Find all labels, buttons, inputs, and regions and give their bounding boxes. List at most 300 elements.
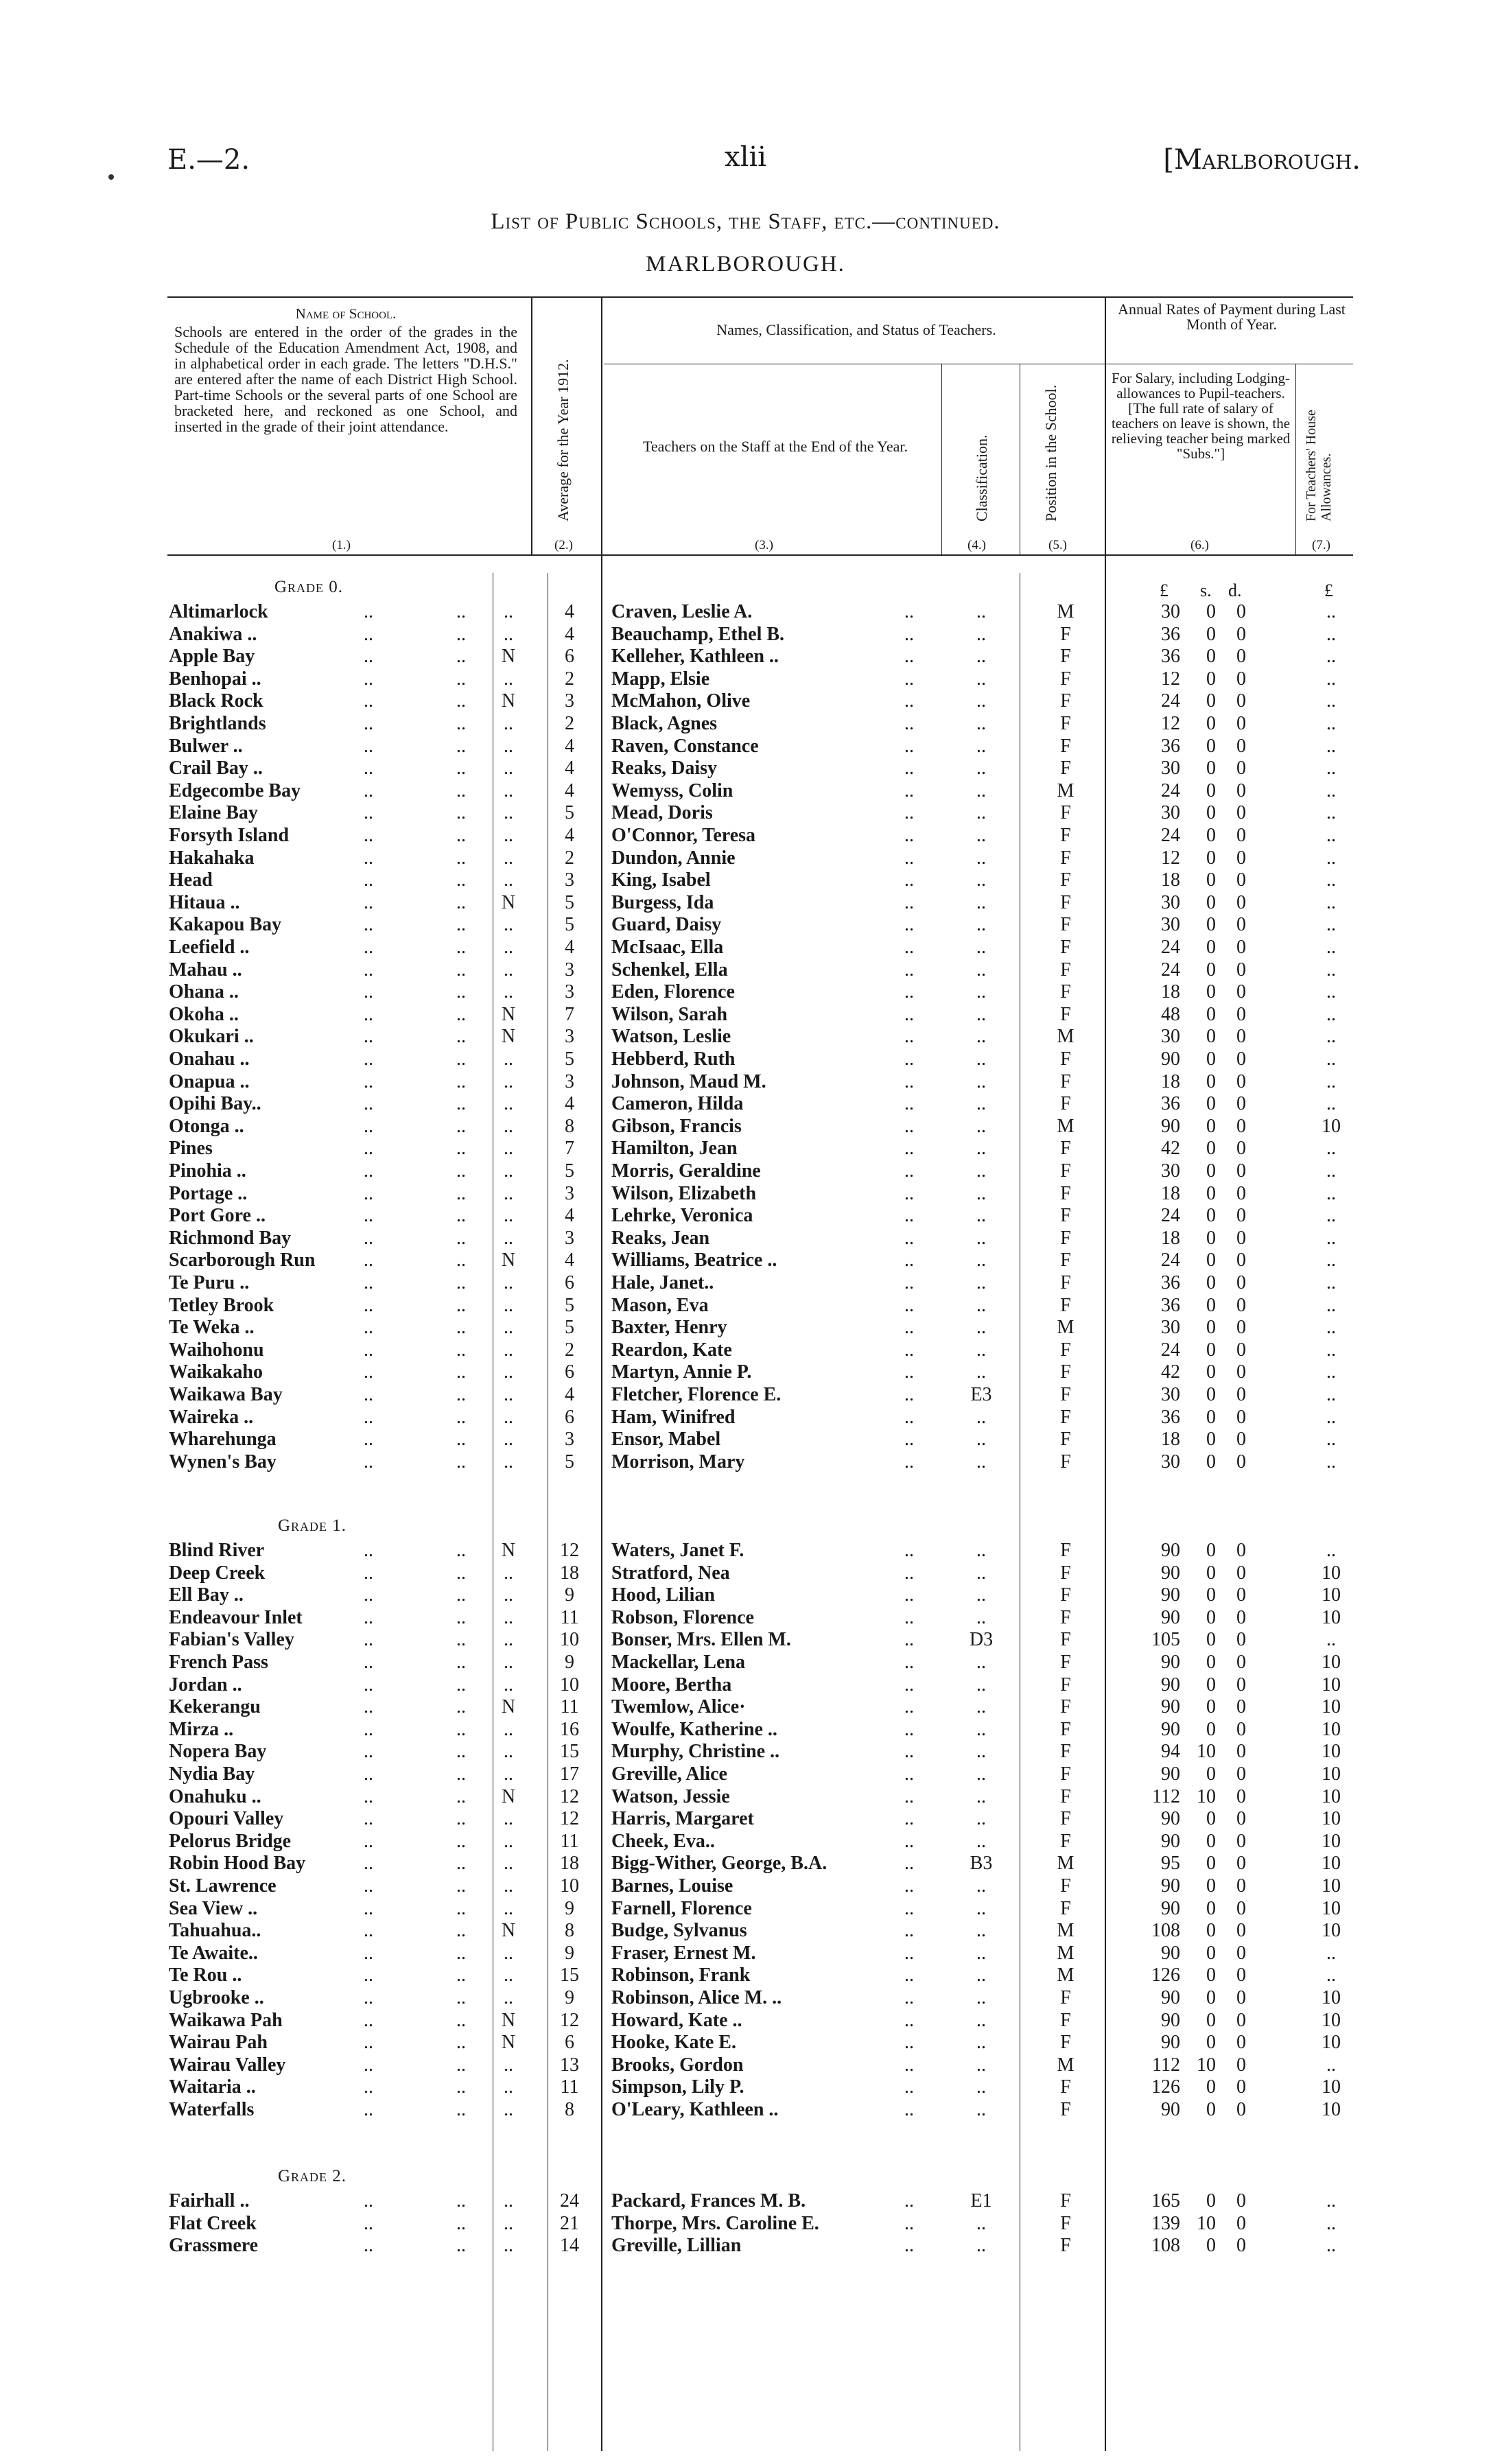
salary-shillings: 0 xyxy=(1206,1853,1216,1874)
house-allowance: 10 xyxy=(1322,2010,1341,2031)
teacher-name: O'Connor, Teresa xyxy=(611,825,756,846)
teacher-classification: .. xyxy=(976,1964,986,1986)
salary-shillings: 0 xyxy=(1206,1652,1216,1673)
teacher-classification: .. xyxy=(976,1295,986,1316)
native-school-mark: .. xyxy=(504,1138,513,1159)
salary-pounds: 30 xyxy=(1161,892,1180,913)
salary-pence: 0 xyxy=(1236,1696,1246,1717)
school-row xyxy=(0,2032,1491,2054)
native-school-mark: .. xyxy=(504,1719,513,1740)
native-school-mark: .. xyxy=(504,1898,513,1919)
school-name: Waikawa Pah xyxy=(169,2010,283,2031)
salary-shillings: 0 xyxy=(1206,1920,1216,1941)
teacher-classification: B3 xyxy=(970,1853,993,1874)
school-row xyxy=(0,1964,1491,1986)
leader-dots: .. xyxy=(904,1249,914,1271)
salary-pence: 0 xyxy=(1236,1339,1246,1361)
leader-dots: .. xyxy=(456,2010,466,2031)
average-attendance: 5 xyxy=(565,1317,574,1338)
salary-pence: 0 xyxy=(1236,1160,1246,1182)
leader-dots: .. xyxy=(904,736,914,757)
native-school-mark: .. xyxy=(504,713,513,734)
school-name: Waikakaho xyxy=(169,1361,263,1383)
salary-shillings: 0 xyxy=(1206,1763,1216,1785)
house-allowance: 10 xyxy=(1322,1786,1341,1807)
teachers-group-header: Names, Classification, and Status of Teachers. xyxy=(716,321,996,338)
school-name: Fairhall .. xyxy=(169,2190,250,2211)
leader-dots: .. xyxy=(364,758,373,779)
teacher-name: Murphy, Christine .. xyxy=(611,1741,780,1762)
teacher-name: Kelleher, Kathleen .. xyxy=(611,646,779,667)
average-attendance: 21 xyxy=(560,2213,579,2234)
teacher-classification: .. xyxy=(976,646,986,667)
salary-shillings: 0 xyxy=(1206,1071,1216,1092)
teacher-name: McIsaac, Ella xyxy=(611,937,724,958)
salary-pounds: 18 xyxy=(1161,869,1180,891)
average-attendance: 8 xyxy=(565,1116,574,1137)
native-school-mark: .. xyxy=(504,1361,513,1383)
leader-dots: .. xyxy=(456,892,466,913)
salary-pounds: 36 xyxy=(1161,624,1180,645)
average-attendance: 4 xyxy=(565,758,574,779)
leader-dots: .. xyxy=(904,1607,914,1628)
house-allowance: 10 xyxy=(1322,1741,1341,1762)
teacher-classification: .. xyxy=(976,1429,986,1450)
native-school-mark: .. xyxy=(504,1384,513,1405)
salary-pence: 0 xyxy=(1236,825,1246,846)
salary-pounds: 30 xyxy=(1161,802,1180,823)
leader-dots: .. xyxy=(904,1562,914,1584)
average-attendance: 3 xyxy=(565,1228,574,1249)
school-name: Deep Creek xyxy=(169,1562,266,1584)
teacher-classification: .. xyxy=(976,1920,986,1941)
teacher-position: F xyxy=(1060,847,1071,869)
teacher-position: F xyxy=(1060,2010,1071,2031)
leader-dots: .. xyxy=(456,1831,466,1852)
salary-shillings: 0 xyxy=(1206,2235,1216,2256)
native-school-mark: .. xyxy=(504,2076,513,2098)
school-row xyxy=(0,1808,1491,1830)
salary-pounds: 90 xyxy=(1161,1719,1180,1740)
house-allowance: 10 xyxy=(1322,1584,1341,1606)
leader-dots: .. xyxy=(456,601,466,622)
teacher-position: F xyxy=(1060,2190,1071,2211)
teacher-classification: .. xyxy=(976,1205,986,1226)
house-allowance: 10 xyxy=(1322,1898,1341,1919)
native-school-mark: .. xyxy=(504,1674,513,1696)
average-attendance: 3 xyxy=(565,1429,574,1450)
school-name: Nopera Bay xyxy=(169,1741,267,1762)
salary-shillings: 0 xyxy=(1206,1696,1216,1717)
teacher-position: F xyxy=(1060,1562,1071,1584)
teacher-position: F xyxy=(1060,736,1071,757)
teacher-name: McMahon, Olive xyxy=(611,690,751,712)
salary-pence: 0 xyxy=(1236,2054,1246,2076)
school-name: Pinohia .. xyxy=(169,1160,246,1182)
leader-dots: .. xyxy=(456,1183,466,1204)
average-attendance: 18 xyxy=(560,1853,579,1874)
salary-pence: 0 xyxy=(1236,1205,1246,1226)
leader-dots: .. xyxy=(904,1898,914,1919)
teacher-classification: .. xyxy=(976,1584,986,1606)
leader-dots: .. xyxy=(904,1228,914,1249)
school-name: Waikawa Bay xyxy=(169,1384,283,1405)
native-school-mark: .. xyxy=(504,1652,513,1673)
salary-pounds: 18 xyxy=(1161,1071,1180,1092)
salary-pence: 0 xyxy=(1236,1607,1246,1628)
school-name: Forsyth Island xyxy=(169,825,290,846)
average-attendance: 6 xyxy=(565,1407,574,1428)
teacher-position: F xyxy=(1060,1674,1071,1696)
average-attendance: 5 xyxy=(565,1295,574,1316)
average-attendance: 12 xyxy=(560,1786,579,1807)
salary-pence: 0 xyxy=(1236,1183,1246,1204)
salary-pence: 0 xyxy=(1236,1228,1246,1249)
leader-dots: .. xyxy=(904,1317,914,1338)
school-row xyxy=(0,1696,1491,1718)
salary-pence: 0 xyxy=(1236,1920,1246,1941)
leader-dots: .. xyxy=(456,1898,466,1919)
leader-dots: .. xyxy=(456,758,466,779)
salary-shillings: 0 xyxy=(1206,1898,1216,1919)
salary-pounds: 126 xyxy=(1151,1964,1180,1986)
average-attendance: 4 xyxy=(565,825,574,846)
teacher-position: F xyxy=(1060,1384,1071,1405)
house-allowance: .. xyxy=(1326,2054,1336,2076)
teacher-name: Twemlow, Alice· xyxy=(611,1696,746,1717)
house-allowance: .. xyxy=(1326,1629,1336,1650)
leader-dots: .. xyxy=(456,1943,466,1964)
teacher-classification: .. xyxy=(976,1160,986,1182)
leader-dots: .. xyxy=(904,690,914,712)
school-row xyxy=(0,736,1491,758)
average-attendance: 2 xyxy=(565,668,574,690)
school-row xyxy=(0,1562,1491,1584)
salary-pounds: 24 xyxy=(1161,937,1180,958)
teacher-classification: .. xyxy=(976,1361,986,1383)
average-attendance: 3 xyxy=(565,1026,574,1047)
salary-shillings: 0 xyxy=(1206,1808,1216,1829)
average-header: Average for the Year 1912. xyxy=(554,359,572,521)
leader-dots: .. xyxy=(904,1853,914,1874)
school-name: Blind River xyxy=(169,1540,265,1561)
school-row xyxy=(0,2054,1491,2076)
leader-dots: .. xyxy=(364,1295,373,1316)
teacher-name: Ensor, Mabel xyxy=(611,1429,721,1450)
teacher-classification: E3 xyxy=(970,1384,992,1405)
salary-pounds: 24 xyxy=(1161,1339,1180,1361)
leader-dots: .. xyxy=(456,1607,466,1628)
teacher-position: M xyxy=(1057,1116,1075,1137)
salary-pence: 0 xyxy=(1236,2076,1246,2098)
native-school-mark: .. xyxy=(504,1071,513,1092)
teacher-classification: .. xyxy=(976,2010,986,2031)
average-attendance: 11 xyxy=(560,2076,579,2098)
average-attendance: 12 xyxy=(560,2010,579,2031)
leader-dots: .. xyxy=(364,1898,373,1919)
teacher-position: F xyxy=(1060,1295,1071,1316)
average-attendance: 14 xyxy=(560,2235,579,2256)
salary-shillings: 0 xyxy=(1206,736,1216,757)
salary-pence: 0 xyxy=(1236,690,1246,712)
teacher-classification: .. xyxy=(976,869,986,891)
teacher-position: F xyxy=(1060,981,1071,1002)
teacher-classification: .. xyxy=(976,1071,986,1092)
leader-dots: .. xyxy=(456,1317,466,1338)
salary-pounds: 18 xyxy=(1161,1183,1180,1204)
col-num-5: (5.) xyxy=(1048,538,1067,552)
salary-shillings: 0 xyxy=(1206,1964,1216,1986)
teacher-name: Robson, Florence xyxy=(611,1607,754,1628)
leader-dots: .. xyxy=(904,1629,914,1650)
leader-dots: .. xyxy=(456,1853,466,1874)
native-school-mark: .. xyxy=(504,1093,513,1114)
average-attendance: 13 xyxy=(560,2054,579,2076)
teacher-position: F xyxy=(1060,624,1071,645)
teacher-name: Lehrke, Veronica xyxy=(611,1205,753,1226)
leader-dots: .. xyxy=(456,959,466,981)
school-name: Leefield .. xyxy=(169,937,250,958)
salary-pounds: 30 xyxy=(1161,914,1180,935)
leader-dots: .. xyxy=(904,2190,914,2211)
school-row xyxy=(0,758,1491,779)
school-row xyxy=(0,1407,1491,1429)
leader-dots: .. xyxy=(904,1741,914,1762)
teacher-classification: .. xyxy=(976,1808,986,1829)
salary-pounds: 24 xyxy=(1161,1205,1180,1226)
teacher-position: F xyxy=(1060,1652,1071,1673)
native-school-mark: N xyxy=(501,1696,516,1717)
leader-dots: .. xyxy=(364,1339,373,1361)
teacher-name: Reaks, Jean xyxy=(611,1228,710,1249)
school-name: Bulwer .. xyxy=(169,736,243,757)
leader-dots: .. xyxy=(904,1987,914,2008)
school-row xyxy=(0,1205,1491,1227)
house-allowance: 10 xyxy=(1322,2032,1341,2053)
teacher-position: F xyxy=(1060,1160,1071,1182)
salary-shillings: 0 xyxy=(1206,1093,1216,1114)
teacher-name: Brooks, Gordon xyxy=(611,2054,744,2076)
leader-dots: .. xyxy=(456,1138,466,1159)
school-name: Fabian's Valley xyxy=(169,1629,294,1650)
leader-dots: .. xyxy=(364,1407,373,1428)
leader-dots: .. xyxy=(456,1451,466,1472)
salary-pounds: 90 xyxy=(1161,2010,1180,2031)
leader-dots: .. xyxy=(456,1540,466,1561)
teacher-position: M xyxy=(1057,1317,1075,1338)
leader-dots: .. xyxy=(904,1786,914,1807)
school-row xyxy=(0,1920,1491,1942)
school-row xyxy=(0,1429,1491,1451)
salary-shillings: 0 xyxy=(1206,1183,1216,1204)
leader-dots: .. xyxy=(364,2213,373,2234)
salary-pounds: 90 xyxy=(1161,1875,1180,1897)
salary-pence: 0 xyxy=(1236,1719,1246,1740)
house-allowance: .. xyxy=(1326,1540,1336,1561)
school-row xyxy=(0,2010,1491,2032)
salary-pounds: 48 xyxy=(1161,1004,1180,1025)
teacher-name: Reardon, Kate xyxy=(611,1339,732,1361)
salary-pounds: 24 xyxy=(1161,825,1180,846)
average-attendance: 18 xyxy=(560,1562,579,1584)
school-name: Te Rou .. xyxy=(169,1964,242,1986)
salary-pounds: 36 xyxy=(1161,1093,1180,1114)
native-school-mark: .. xyxy=(504,1943,513,1964)
leader-dots: .. xyxy=(456,1384,466,1405)
teacher-name: Wilson, Elizabeth xyxy=(611,1183,757,1204)
leader-dots: .. xyxy=(904,713,914,734)
school-row xyxy=(0,1295,1491,1317)
school-row xyxy=(0,646,1491,668)
teacher-name: Waters, Janet F. xyxy=(611,1540,744,1561)
native-school-mark: .. xyxy=(504,1853,513,1874)
leader-dots: .. xyxy=(904,1071,914,1092)
native-school-mark: N xyxy=(501,892,516,913)
teacher-name: Johnson, Maud M. xyxy=(611,1071,766,1092)
native-school-mark: .. xyxy=(504,1205,513,1226)
salary-pounds: 42 xyxy=(1161,1138,1180,1159)
col-num-6: (6.) xyxy=(1190,538,1209,552)
salary-pence: 0 xyxy=(1236,1093,1246,1114)
salary-pence: 0 xyxy=(1236,1584,1246,1606)
teacher-classification: .. xyxy=(976,1183,986,1204)
school-name: Te Awaite.. xyxy=(169,1943,258,1964)
native-school-mark: N xyxy=(501,1249,516,1271)
teacher-position: F xyxy=(1060,1249,1071,1271)
teacher-position: F xyxy=(1060,2032,1071,2053)
house-allowance: 10 xyxy=(1322,1674,1341,1696)
school-row xyxy=(0,780,1491,802)
leader-dots: .. xyxy=(364,1160,373,1182)
native-school-mark: .. xyxy=(504,758,513,779)
salary-pounds: 18 xyxy=(1161,1429,1180,1450)
school-name: Portage .. xyxy=(169,1183,248,1204)
native-school-mark: .. xyxy=(504,1317,513,1338)
leader-dots: .. xyxy=(904,1339,914,1361)
native-school-mark: N xyxy=(501,1786,516,1807)
leader-dots: .. xyxy=(904,646,914,667)
leader-dots: .. xyxy=(456,1026,466,1047)
salary-pounds: 30 xyxy=(1161,1451,1180,1472)
leader-dots: .. xyxy=(456,2054,466,2076)
school-name: Tahuahua.. xyxy=(169,1920,261,1941)
salary-shillings: 0 xyxy=(1206,802,1216,823)
average-attendance: 6 xyxy=(565,2032,574,2053)
salary-pounds: 90 xyxy=(1161,1674,1180,1696)
salary-pence: 0 xyxy=(1236,802,1246,823)
leader-dots: .. xyxy=(904,1540,914,1561)
average-attendance: 7 xyxy=(565,1004,574,1025)
leader-dots: .. xyxy=(904,1429,914,1450)
leader-dots: .. xyxy=(364,646,373,667)
school-name: Pines xyxy=(169,1138,213,1159)
salary-pounds: 36 xyxy=(1161,1295,1180,1316)
school-row xyxy=(0,1138,1491,1160)
salary-pence: 0 xyxy=(1236,981,1246,1002)
average-attendance: 4 xyxy=(565,1249,574,1271)
salary-shillings: 0 xyxy=(1206,1048,1216,1070)
house-allowance: .. xyxy=(1326,1429,1336,1450)
salary-pounds: 30 xyxy=(1161,1317,1180,1338)
leader-dots: .. xyxy=(364,1026,373,1047)
school-row xyxy=(0,1361,1491,1383)
leader-dots: .. xyxy=(364,1540,373,1561)
leader-dots: .. xyxy=(456,668,466,690)
leader-dots: .. xyxy=(456,1696,466,1717)
leader-dots: .. xyxy=(364,2076,373,2098)
house-allowance: .. xyxy=(1326,1228,1336,1249)
salary-shillings: 10 xyxy=(1197,1786,1216,1807)
house-allowance: .. xyxy=(1326,668,1336,690)
leader-dots: .. xyxy=(904,2010,914,2031)
house-allowance: .. xyxy=(1326,1183,1336,1204)
house-allowance: .. xyxy=(1326,736,1336,757)
payment-group-header: Annual Rates of Payment during Last Month of Year. xyxy=(1118,301,1346,333)
house-allowance: .. xyxy=(1326,1138,1336,1159)
teacher-name: Hebberd, Ruth xyxy=(611,1048,736,1070)
school-name: Hitaua .. xyxy=(169,892,240,913)
salary-shillings: 0 xyxy=(1206,624,1216,645)
leader-dots: .. xyxy=(904,1674,914,1696)
school-name: Scarborough Run xyxy=(169,1249,316,1271)
salary-shillings: 0 xyxy=(1206,1831,1216,1852)
native-school-mark: .. xyxy=(504,825,513,846)
teacher-classification: .. xyxy=(976,1763,986,1785)
average-attendance: 4 xyxy=(565,937,574,958)
teacher-position: M xyxy=(1057,780,1075,801)
school-name: Kekerangu xyxy=(169,1696,261,1717)
school-name: Anakiwa .. xyxy=(169,624,257,645)
leader-dots: .. xyxy=(456,1920,466,1941)
native-school-mark: N xyxy=(501,1026,516,1047)
salary-shillings: 10 xyxy=(1197,2054,1216,2076)
native-school-mark: .. xyxy=(504,1407,513,1428)
salary-pence: 0 xyxy=(1236,1429,1246,1450)
teachers-header: Teachers on the Staff at the End of the Year. xyxy=(643,438,908,455)
house-allowance: 10 xyxy=(1322,1719,1341,1740)
salary-shillings: 0 xyxy=(1206,1116,1216,1137)
school-name: Waireka .. xyxy=(169,1407,254,1428)
salary-shillings: 0 xyxy=(1206,1339,1216,1361)
school-name: Pelorus Bridge xyxy=(169,1831,292,1852)
teacher-position: M xyxy=(1057,1853,1075,1874)
salary-pence: 0 xyxy=(1236,869,1246,891)
house-allowance: .. xyxy=(1326,1361,1336,1383)
salary-pounds: 36 xyxy=(1161,646,1180,667)
salary-pounds: 36 xyxy=(1161,736,1180,757)
leader-dots: .. xyxy=(456,825,466,846)
salary-shillings: 0 xyxy=(1206,1674,1216,1696)
salary-pounds: 112 xyxy=(1152,1786,1180,1807)
leader-dots: .. xyxy=(364,1964,373,1986)
school-name: Nydia Bay xyxy=(169,1763,255,1785)
teacher-classification: .. xyxy=(976,1249,986,1271)
school-row xyxy=(0,1786,1491,1808)
salary-shillings: 0 xyxy=(1206,1361,1216,1383)
teacher-name: Watson, Jessie xyxy=(611,1786,730,1807)
salary-pounds: 90 xyxy=(1161,1763,1180,1785)
leader-dots: .. xyxy=(456,1674,466,1696)
salary-pence: 0 xyxy=(1236,1786,1246,1807)
house-allowance: .. xyxy=(1326,1317,1336,1338)
leader-dots: .. xyxy=(364,2235,373,2256)
leader-dots: .. xyxy=(364,1249,373,1271)
salary-shillings: 0 xyxy=(1206,847,1216,869)
teacher-classification: .. xyxy=(976,1407,986,1428)
teacher-classification: E1 xyxy=(970,2190,992,2211)
salary-pounds: 90 xyxy=(1161,1987,1180,2008)
school-name: Flat Creek xyxy=(169,2213,257,2234)
